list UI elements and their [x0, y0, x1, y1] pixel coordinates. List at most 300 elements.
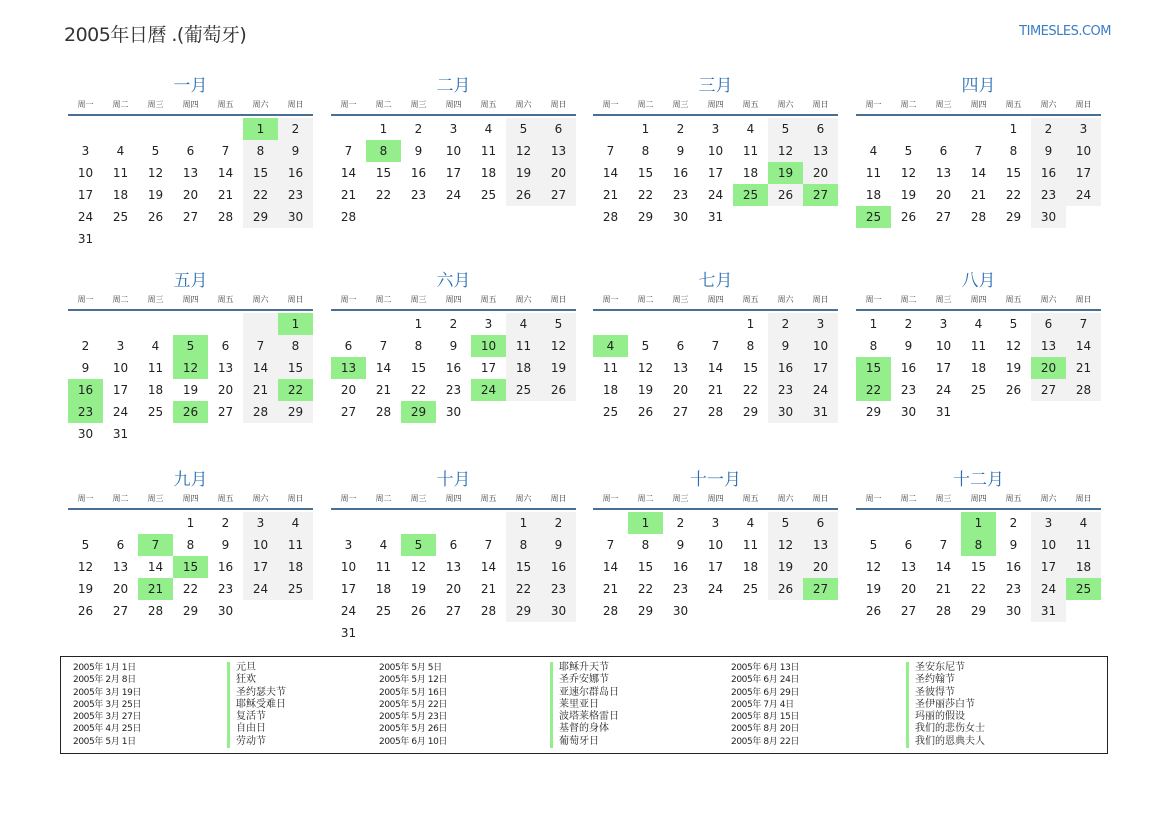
day-cell[interactable]: 24 — [340, 604, 357, 618]
day-cell[interactable]: 21 — [707, 383, 724, 397]
day-cell[interactable]: 16 — [541, 556, 576, 578]
day-cell[interactable]: 8 — [1009, 144, 1018, 158]
day-cell[interactable]: 15 — [506, 556, 541, 578]
day-cell[interactable]: 24 — [803, 379, 838, 401]
day-cell[interactable]: 13 — [672, 361, 689, 375]
day-cell[interactable]: 7 — [484, 538, 493, 552]
day-cell[interactable]: 27 — [541, 184, 576, 206]
day-cell[interactable]: 5 — [81, 538, 90, 552]
day-cell[interactable]: 9 — [221, 538, 230, 552]
day-cell[interactable]: 3 — [1066, 118, 1101, 140]
day-cell[interactable]: 27 — [935, 210, 952, 224]
day-cell[interactable]: 6 — [186, 144, 195, 158]
day-cell[interactable]: 19 — [900, 188, 917, 202]
day-cell[interactable]: 2 — [1009, 516, 1018, 530]
day-cell[interactable]: 28 — [602, 210, 619, 224]
day-cell[interactable]: 19 — [768, 162, 803, 184]
day-cell[interactable]: 17 — [77, 188, 94, 202]
day-cell[interactable]: 25 — [856, 206, 891, 228]
day-cell[interactable]: 2 — [278, 118, 313, 140]
day-cell[interactable]: 25 — [970, 383, 987, 397]
day-cell[interactable]: 30 — [217, 604, 234, 618]
day-cell[interactable]: 15 — [278, 357, 313, 379]
day-cell[interactable]: 23 — [278, 184, 313, 206]
day-cell[interactable]: 7 — [1066, 313, 1101, 335]
day-cell[interactable]: 31 — [935, 405, 952, 419]
day-cell[interactable]: 6 — [676, 339, 685, 353]
day-cell[interactable]: 20 — [340, 383, 357, 397]
day-cell[interactable]: 30 — [900, 405, 917, 419]
day-cell[interactable]: 9 — [278, 140, 313, 162]
day-cell[interactable]: 13 — [217, 361, 234, 375]
day-cell[interactable]: 5 — [1009, 317, 1018, 331]
day-cell[interactable]: 23 — [68, 401, 103, 423]
day-cell[interactable]: 6 — [803, 118, 838, 140]
day-cell[interactable]: 11 — [970, 339, 987, 353]
day-cell[interactable]: 17 — [243, 556, 278, 578]
day-cell[interactable]: 18 — [865, 188, 882, 202]
day-cell[interactable]: 15 — [637, 166, 654, 180]
day-cell[interactable]: 29 — [182, 604, 199, 618]
day-cell[interactable]: 11 — [112, 166, 129, 180]
day-cell[interactable]: 5 — [904, 144, 913, 158]
day-cell[interactable]: 2 — [676, 516, 685, 530]
day-cell[interactable]: 8 — [278, 335, 313, 357]
day-cell[interactable]: 10 — [1066, 140, 1101, 162]
day-cell[interactable]: 18 — [112, 188, 129, 202]
day-cell[interactable]: 26 — [506, 184, 541, 206]
day-cell[interactable]: 20 — [900, 582, 917, 596]
day-cell[interactable]: 16 — [672, 166, 689, 180]
day-cell[interactable]: 6 — [541, 118, 576, 140]
day-cell[interactable]: 31 — [340, 626, 357, 640]
day-cell[interactable]: 15 — [637, 560, 654, 574]
day-cell[interactable]: 29 — [637, 604, 654, 618]
day-cell[interactable]: 28 — [243, 401, 278, 423]
day-cell[interactable]: 11 — [480, 144, 497, 158]
day-cell[interactable]: 24 — [471, 379, 506, 401]
day-cell[interactable]: 15 — [375, 166, 392, 180]
day-cell[interactable]: 21 — [138, 578, 173, 600]
day-cell[interactable]: 11 — [278, 534, 313, 556]
day-cell[interactable]: 25 — [742, 582, 759, 596]
day-cell[interactable]: 14 — [602, 166, 619, 180]
day-cell[interactable]: 27 — [803, 184, 838, 206]
day-cell[interactable]: 26 — [900, 210, 917, 224]
day-cell[interactable]: 21 — [243, 379, 278, 401]
day-cell[interactable]: 28 — [340, 210, 357, 224]
day-cell[interactable]: 8 — [414, 339, 423, 353]
day-cell[interactable]: 5 — [401, 534, 436, 556]
day-cell[interactable]: 20 — [445, 582, 462, 596]
day-cell[interactable]: 1 — [278, 313, 313, 335]
day-cell[interactable]: 4 — [116, 144, 125, 158]
day-cell[interactable]: 23 — [1005, 582, 1022, 596]
day-cell[interactable]: 23 — [445, 383, 462, 397]
day-cell[interactable]: 29 — [742, 405, 759, 419]
day-cell[interactable]: 8 — [243, 140, 278, 162]
day-cell[interactable]: 7 — [379, 339, 388, 353]
day-cell[interactable]: 7 — [344, 144, 353, 158]
day-cell[interactable]: 14 — [480, 560, 497, 574]
day-cell[interactable]: 19 — [768, 556, 803, 578]
day-cell[interactable]: 31 — [803, 401, 838, 423]
day-cell[interactable]: 20 — [112, 582, 129, 596]
day-cell[interactable]: 22 — [243, 184, 278, 206]
day-cell[interactable]: 12 — [541, 335, 576, 357]
day-cell[interactable]: 12 — [900, 166, 917, 180]
day-cell[interactable]: 6 — [344, 339, 353, 353]
day-cell[interactable]: 11 — [865, 166, 882, 180]
day-cell[interactable]: 3 — [449, 122, 458, 136]
day-cell[interactable]: 1 — [961, 512, 996, 534]
day-cell[interactable]: 18 — [147, 383, 164, 397]
day-cell[interactable]: 6 — [939, 144, 948, 158]
day-cell[interactable]: 10 — [243, 534, 278, 556]
day-cell[interactable]: 3 — [116, 339, 125, 353]
day-cell[interactable]: 13 — [803, 140, 838, 162]
day-cell[interactable]: 2 — [541, 512, 576, 534]
day-cell[interactable]: 26 — [865, 604, 882, 618]
day-cell[interactable]: 19 — [541, 357, 576, 379]
day-cell[interactable]: 22 — [1005, 188, 1022, 202]
day-cell[interactable]: 21 — [480, 582, 497, 596]
day-cell[interactable]: 16 — [1005, 560, 1022, 574]
day-cell[interactable]: 9 — [768, 335, 803, 357]
day-cell[interactable]: 27 — [340, 405, 357, 419]
day-cell[interactable]: 31 — [1031, 600, 1066, 622]
day-cell[interactable]: 12 — [1005, 339, 1022, 353]
day-cell[interactable]: 24 — [243, 578, 278, 600]
day-cell[interactable]: 22 — [856, 379, 891, 401]
day-cell[interactable]: 27 — [112, 604, 129, 618]
day-cell[interactable]: 29 — [865, 405, 882, 419]
day-cell[interactable]: 29 — [243, 206, 278, 228]
day-cell[interactable]: 19 — [1005, 361, 1022, 375]
day-cell[interactable]: 18 — [742, 166, 759, 180]
day-cell[interactable]: 30 — [77, 427, 94, 441]
day-cell[interactable]: 21 — [935, 582, 952, 596]
day-cell[interactable]: 4 — [484, 122, 493, 136]
day-cell[interactable]: 22 — [506, 578, 541, 600]
day-cell[interactable]: 24 — [935, 383, 952, 397]
day-cell[interactable]: 20 — [803, 556, 838, 578]
day-cell[interactable]: 1 — [379, 122, 388, 136]
day-cell[interactable]: 26 — [77, 604, 94, 618]
day-cell[interactable]: 17 — [707, 560, 724, 574]
day-cell[interactable]: 30 — [1005, 604, 1022, 618]
day-cell[interactable]: 1 — [414, 317, 423, 331]
day-cell[interactable]: 1 — [628, 512, 663, 534]
day-cell[interactable]: 1 — [243, 118, 278, 140]
day-cell[interactable]: 2 — [904, 317, 913, 331]
day-cell[interactable]: 11 — [602, 361, 619, 375]
day-cell[interactable]: 8 — [186, 538, 195, 552]
day-cell[interactable]: 5 — [641, 339, 650, 353]
day-cell[interactable]: 30 — [278, 206, 313, 228]
day-cell[interactable]: 23 — [1031, 184, 1066, 206]
day-cell[interactable]: 26 — [637, 405, 654, 419]
day-cell[interactable]: 7 — [138, 534, 173, 556]
day-cell[interactable]: 22 — [637, 188, 654, 202]
day-cell[interactable]: 12 — [506, 140, 541, 162]
day-cell[interactable]: 9 — [1031, 140, 1066, 162]
day-cell[interactable]: 28 — [147, 604, 164, 618]
day-cell[interactable]: 1 — [1009, 122, 1018, 136]
day-cell[interactable]: 21 — [1066, 357, 1101, 379]
day-cell[interactable]: 9 — [414, 144, 423, 158]
day-cell[interactable]: 11 — [742, 144, 759, 158]
day-cell[interactable]: 24 — [445, 188, 462, 202]
day-cell[interactable]: 28 — [707, 405, 724, 419]
day-cell[interactable]: 20 — [672, 383, 689, 397]
day-cell[interactable]: 6 — [221, 339, 230, 353]
day-cell[interactable]: 13 — [803, 534, 838, 556]
day-cell[interactable]: 14 — [243, 357, 278, 379]
day-cell[interactable]: 14 — [375, 361, 392, 375]
day-cell[interactable]: 10 — [445, 144, 462, 158]
day-cell[interactable]: 17 — [112, 383, 129, 397]
day-cell[interactable]: 4 — [278, 512, 313, 534]
day-cell[interactable]: 8 — [366, 140, 401, 162]
day-cell[interactable]: 18 — [970, 361, 987, 375]
day-cell[interactable]: 21 — [340, 188, 357, 202]
day-cell[interactable]: 1 — [641, 122, 650, 136]
day-cell[interactable]: 9 — [81, 361, 90, 375]
day-cell[interactable]: 23 — [541, 578, 576, 600]
day-cell[interactable]: 27 — [900, 604, 917, 618]
day-cell[interactable]: 26 — [1005, 383, 1022, 397]
day-cell[interactable]: 13 — [541, 140, 576, 162]
day-cell[interactable]: 12 — [410, 560, 427, 574]
day-cell[interactable]: 25 — [480, 188, 497, 202]
day-cell[interactable]: 3 — [711, 516, 720, 530]
day-cell[interactable]: 2 — [414, 122, 423, 136]
day-cell[interactable]: 30 — [445, 405, 462, 419]
day-cell[interactable]: 17 — [803, 357, 838, 379]
day-cell[interactable]: 3 — [243, 512, 278, 534]
day-cell[interactable]: 30 — [672, 604, 689, 618]
day-cell[interactable]: 2 — [768, 313, 803, 335]
day-cell[interactable]: 6 — [904, 538, 913, 552]
day-cell[interactable]: 19 — [865, 582, 882, 596]
day-cell[interactable]: 15 — [970, 560, 987, 574]
day-cell[interactable]: 24 — [707, 582, 724, 596]
day-cell[interactable]: 5 — [869, 538, 878, 552]
day-cell[interactable]: 30 — [672, 210, 689, 224]
day-cell[interactable]: 20 — [1031, 357, 1066, 379]
day-cell[interactable]: 4 — [379, 538, 388, 552]
day-cell[interactable]: 2 — [449, 317, 458, 331]
day-cell[interactable]: 14 — [147, 560, 164, 574]
day-cell[interactable]: 5 — [151, 144, 160, 158]
day-cell[interactable]: 1 — [746, 317, 755, 331]
day-cell[interactable]: 19 — [147, 188, 164, 202]
day-cell[interactable]: 14 — [602, 560, 619, 574]
day-cell[interactable]: 31 — [77, 232, 94, 246]
day-cell[interactable]: 26 — [410, 604, 427, 618]
day-cell[interactable]: 17 — [340, 582, 357, 596]
day-cell[interactable]: 3 — [344, 538, 353, 552]
day-cell[interactable]: 7 — [974, 144, 983, 158]
day-cell[interactable]: 25 — [506, 379, 541, 401]
day-cell[interactable]: 8 — [961, 534, 996, 556]
day-cell[interactable]: 25 — [278, 578, 313, 600]
day-cell[interactable]: 21 — [217, 188, 234, 202]
day-cell[interactable]: 2 — [676, 122, 685, 136]
day-cell[interactable]: 8 — [506, 534, 541, 556]
day-cell[interactable]: 3 — [803, 313, 838, 335]
day-cell[interactable]: 28 — [970, 210, 987, 224]
day-cell[interactable]: 4 — [869, 144, 878, 158]
day-cell[interactable]: 17 — [1031, 556, 1066, 578]
day-cell[interactable]: 16 — [672, 560, 689, 574]
day-cell[interactable]: 14 — [935, 560, 952, 574]
day-cell[interactable]: 16 — [1031, 162, 1066, 184]
day-cell[interactable]: 21 — [970, 188, 987, 202]
day-cell[interactable]: 29 — [637, 210, 654, 224]
day-cell[interactable]: 10 — [935, 339, 952, 353]
day-cell[interactable]: 3 — [939, 317, 948, 331]
day-cell[interactable]: 7 — [606, 144, 615, 158]
day-cell[interactable]: 12 — [147, 166, 164, 180]
day-cell[interactable]: 5 — [506, 118, 541, 140]
day-cell[interactable]: 23 — [672, 582, 689, 596]
day-cell[interactable]: 23 — [900, 383, 917, 397]
day-cell[interactable]: 25 — [602, 405, 619, 419]
day-cell[interactable]: 25 — [1066, 578, 1101, 600]
day-cell[interactable]: 26 — [147, 210, 164, 224]
day-cell[interactable]: 9 — [541, 534, 576, 556]
day-cell[interactable]: 11 — [147, 361, 164, 375]
day-cell[interactable]: 19 — [77, 582, 94, 596]
day-cell[interactable]: 14 — [707, 361, 724, 375]
day-cell[interactable]: 25 — [375, 604, 392, 618]
day-cell[interactable]: 20 — [935, 188, 952, 202]
day-cell[interactable]: 14 — [217, 166, 234, 180]
day-cell[interactable]: 26 — [541, 379, 576, 401]
day-cell[interactable]: 20 — [217, 383, 234, 397]
day-cell[interactable]: 16 — [217, 560, 234, 574]
day-cell[interactable]: 24 — [707, 188, 724, 202]
day-cell[interactable]: 8 — [869, 339, 878, 353]
day-cell[interactable]: 2 — [81, 339, 90, 353]
day-cell[interactable]: 2 — [1031, 118, 1066, 140]
day-cell[interactable]: 3 — [484, 317, 493, 331]
day-cell[interactable]: 22 — [375, 188, 392, 202]
day-cell[interactable]: 16 — [68, 379, 103, 401]
day-cell[interactable]: 13 — [935, 166, 952, 180]
day-cell[interactable]: 18 — [375, 582, 392, 596]
day-cell[interactable]: 29 — [970, 604, 987, 618]
day-cell[interactable]: 12 — [637, 361, 654, 375]
day-cell[interactable]: 18 — [278, 556, 313, 578]
day-cell[interactable]: 23 — [672, 188, 689, 202]
day-cell[interactable]: 13 — [112, 560, 129, 574]
day-cell[interactable]: 21 — [602, 582, 619, 596]
day-cell[interactable]: 16 — [768, 357, 803, 379]
day-cell[interactable]: 7 — [221, 144, 230, 158]
day-cell[interactable]: 28 — [602, 604, 619, 618]
day-cell[interactable]: 7 — [243, 335, 278, 357]
day-cell[interactable]: 26 — [768, 578, 803, 600]
day-cell[interactable]: 17 — [480, 361, 497, 375]
day-cell[interactable]: 31 — [112, 427, 129, 441]
day-cell[interactable]: 28 — [480, 604, 497, 618]
day-cell[interactable]: 28 — [1066, 379, 1101, 401]
day-cell[interactable]: 4 — [746, 122, 755, 136]
day-cell[interactable]: 17 — [1066, 162, 1101, 184]
day-cell[interactable]: 24 — [1066, 184, 1101, 206]
day-cell[interactable]: 18 — [506, 357, 541, 379]
day-cell[interactable]: 3 — [711, 122, 720, 136]
day-cell[interactable]: 14 — [970, 166, 987, 180]
day-cell[interactable]: 23 — [217, 582, 234, 596]
day-cell[interactable]: 29 — [506, 600, 541, 622]
day-cell[interactable]: 7 — [711, 339, 720, 353]
day-cell[interactable]: 12 — [77, 560, 94, 574]
day-cell[interactable]: 4 — [1066, 512, 1101, 534]
day-cell[interactable]: 30 — [541, 600, 576, 622]
day-cell[interactable]: 24 — [77, 210, 94, 224]
day-cell[interactable]: 13 — [182, 166, 199, 180]
day-cell[interactable]: 20 — [803, 162, 838, 184]
day-cell[interactable]: 30 — [768, 401, 803, 423]
day-cell[interactable]: 19 — [410, 582, 427, 596]
day-cell[interactable]: 24 — [112, 405, 129, 419]
day-cell[interactable]: 20 — [182, 188, 199, 202]
day-cell[interactable]: 10 — [803, 335, 838, 357]
day-cell[interactable]: 22 — [278, 379, 313, 401]
day-cell[interactable]: 12 — [173, 357, 208, 379]
day-cell[interactable]: 27 — [217, 405, 234, 419]
day-cell[interactable]: 6 — [803, 512, 838, 534]
day-cell[interactable]: 14 — [1066, 335, 1101, 357]
day-cell[interactable]: 27 — [445, 604, 462, 618]
day-cell[interactable]: 1 — [869, 317, 878, 331]
day-cell[interactable]: 19 — [506, 162, 541, 184]
day-cell[interactable]: 28 — [217, 210, 234, 224]
day-cell[interactable]: 25 — [112, 210, 129, 224]
day-cell[interactable]: 11 — [1066, 534, 1101, 556]
day-cell[interactable]: 27 — [182, 210, 199, 224]
day-cell[interactable]: 26 — [768, 184, 803, 206]
day-cell[interactable]: 9 — [1009, 538, 1018, 552]
day-cell[interactable]: 15 — [243, 162, 278, 184]
day-cell[interactable]: 9 — [676, 144, 685, 158]
day-cell[interactable]: 10 — [77, 166, 94, 180]
day-cell[interactable]: 4 — [746, 516, 755, 530]
day-cell[interactable]: 14 — [340, 166, 357, 180]
day-cell[interactable]: 6 — [1031, 313, 1066, 335]
day-cell[interactable]: 22 — [742, 383, 759, 397]
day-cell[interactable]: 13 — [445, 560, 462, 574]
day-cell[interactable]: 18 — [602, 383, 619, 397]
day-cell[interactable]: 11 — [506, 335, 541, 357]
day-cell[interactable]: 21 — [375, 383, 392, 397]
day-cell[interactable]: 15 — [742, 361, 759, 375]
day-cell[interactable]: 8 — [641, 538, 650, 552]
day-cell[interactable]: 13 — [1031, 335, 1066, 357]
day-cell[interactable]: 27 — [1031, 379, 1066, 401]
day-cell[interactable]: 5 — [173, 335, 208, 357]
day-cell[interactable]: 3 — [81, 144, 90, 158]
day-cell[interactable]: 9 — [449, 339, 458, 353]
day-cell[interactable]: 10 — [471, 335, 506, 357]
day-cell[interactable]: 4 — [974, 317, 983, 331]
day-cell[interactable]: 3 — [1031, 512, 1066, 534]
day-cell[interactable]: 24 — [1031, 578, 1066, 600]
